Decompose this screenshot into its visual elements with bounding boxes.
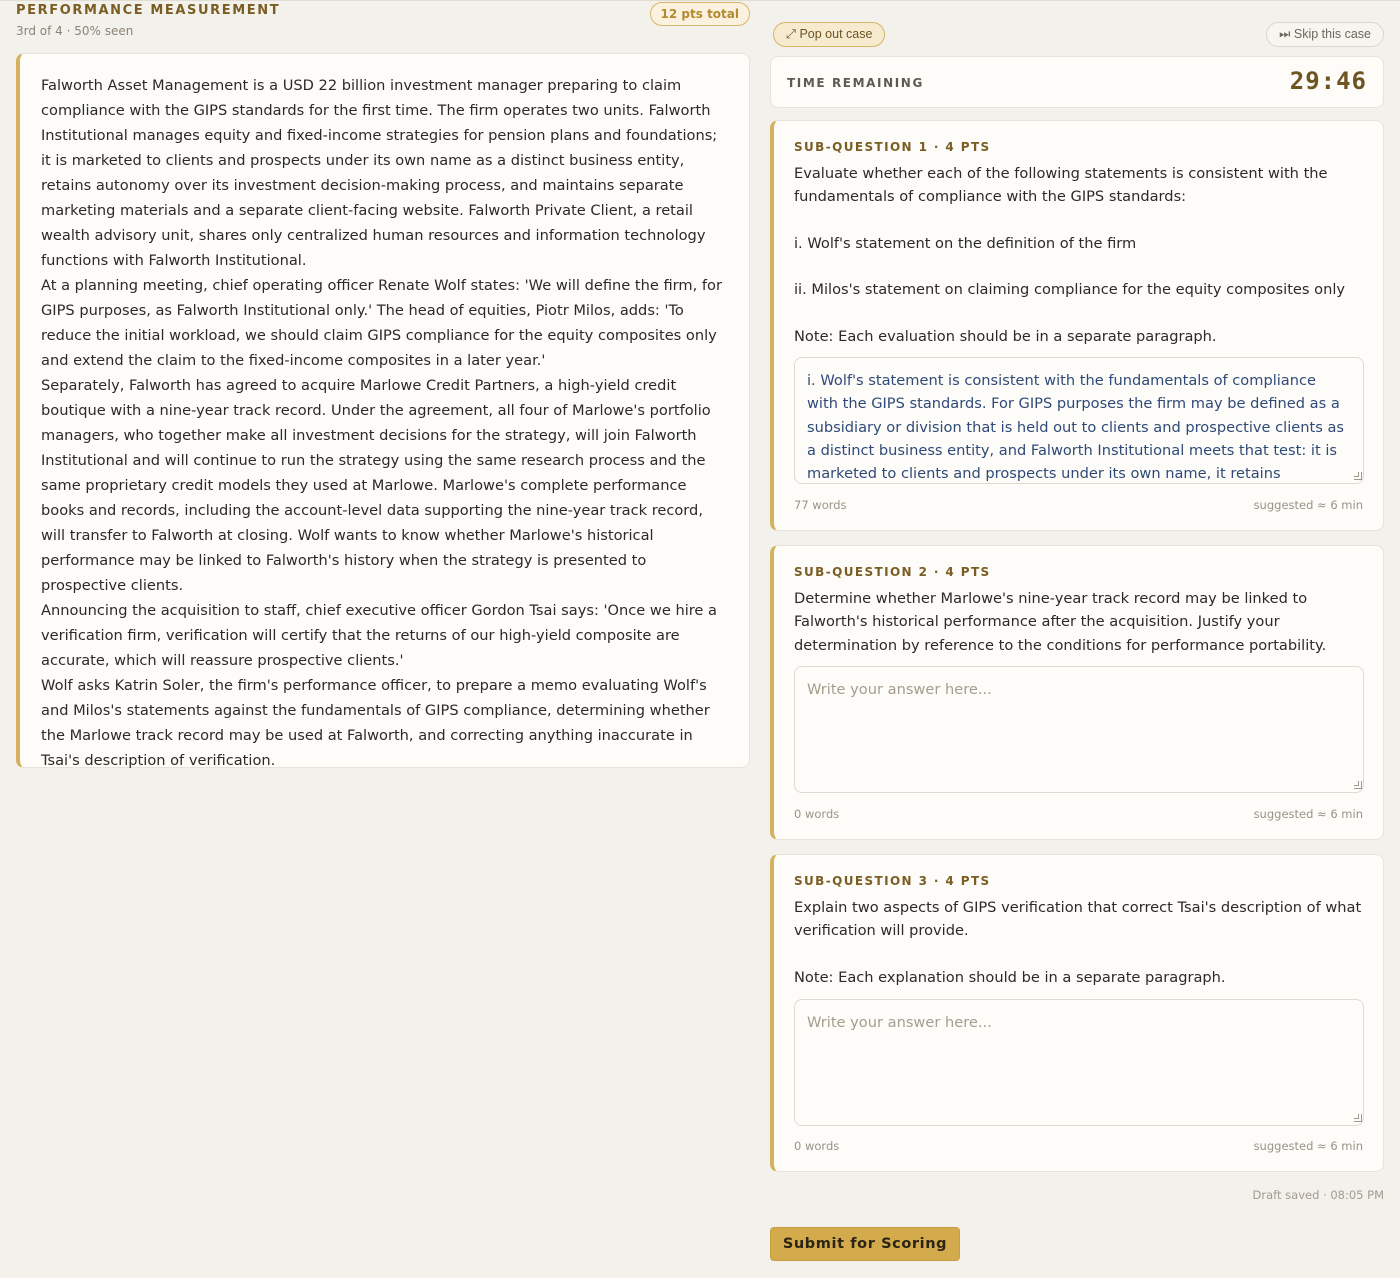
top-divider — [0, 0, 1400, 1]
submit-for-scoring-button[interactable]: Submit for Scoring — [770, 1227, 960, 1261]
resize-handle-icon[interactable] — [1354, 1114, 1362, 1122]
suggested-time: suggested ≈ 6 min — [1253, 1139, 1363, 1153]
sub-question-header: SUB-QUESTION 3 · 4 PTS — [794, 874, 991, 888]
case-title: PERFORMANCE MEASUREMENT — [16, 3, 281, 18]
case-text-card — [16, 53, 750, 768]
word-count: 77 words — [794, 498, 847, 512]
timer-value: 29:46 — [1289, 67, 1367, 95]
prompt-paragraph: Explain two aspects of GIPS verification that correct Tsai's description of what verification will provide. — [794, 899, 1362, 940]
answer-wrapper — [774, 666, 1384, 793]
timer-card — [770, 56, 1384, 108]
timer-label: TIME REMAINING — [787, 76, 924, 90]
answer-wrapper — [774, 357, 1384, 484]
case-progress: 3rd of 4 · 50% seen — [16, 24, 134, 38]
case-paragraph: Wolf asks Katrin Soler, the firm's performance officer, to prepare a memo evaluating Wolf's and Milos's statements against the fundamentals of GIPS compliance, determining whether the Marlowe track record may be used at Falworth, and correcting anything inaccurate in Tsai's description of verification. — [41, 677, 710, 769]
word-count: 0 words — [794, 807, 840, 821]
sub-question-prompt — [794, 587, 1366, 657]
sub-question-prompt — [794, 162, 1366, 348]
sub-question-2-card — [770, 545, 1384, 840]
case-paragraph: At a planning meeting, chief operating officer Renate Wolf states: 'We will define the firm, for GIPS purposes, as Falworth Institutional only.' The head of equities, Piotr Milos, adds: 'To reduce the initial workload, we should claim GIPS compliance for the equity composites only and extend the claim to the fixed-income composites in a later year.' — [41, 277, 722, 369]
sub-question-3-card — [770, 854, 1384, 1172]
suggested-time: suggested ≈ 6 min — [1253, 807, 1363, 821]
word-count: 0 words — [794, 1139, 840, 1153]
prompt-paragraph: Determine whether Marlowe's nine-year track record may be linked to Falworth's historical performance after the acquisition. Justify your determination by reference to the conditions for performance portability. — [794, 590, 1327, 654]
pop-out-case-button[interactable]: ⤢ Pop out case — [773, 22, 885, 47]
sub-question-header: SUB-QUESTION 2 · 4 PTS — [794, 565, 991, 579]
prompt-paragraph: i. Wolf's statement on the definition of the firm — [794, 234, 1137, 252]
answer-textarea-1[interactable] — [794, 357, 1364, 484]
points-total-badge: 12 pts total — [650, 2, 750, 26]
case-paragraph: Announcing the acquisition to staff, chief executive officer Gordon Tsai says: 'Once we hire a verification firm, verification will certify that the returns of our high-yield composite are accurate, which will reassure prospective clients.' — [41, 602, 717, 669]
case-paragraph: Separately, Falworth has agreed to acquire Marlowe Credit Partners, a high-yield credit boutique with a nine-year track record. Under the agreement, all four of Marlowe's portfolio managers, who together make all investment decisions for the strategy, will join Falworth Institutional and will continue to run the strategy using the same research process and the same proprietary credit models they used at Marlowe. Marlowe's complete performance books and records, including the account-level data supporting the nine-year track record, will transfer to Falworth at closing. Wolf wants to know whether Marlowe's historical performance may be linked to Falworth's history when the strategy is presented to prospective clients. — [41, 377, 711, 594]
resize-handle-icon[interactable] — [1354, 472, 1362, 480]
answer-wrapper — [774, 999, 1384, 1126]
sub-question-1-card — [770, 120, 1384, 531]
prompt-paragraph: Note: Each evaluation should be in a separate paragraph. — [794, 328, 1217, 346]
prompt-paragraph: Note: Each explanation should be in a separate paragraph. — [794, 968, 1226, 986]
suggested-time: suggested ≈ 6 min — [1253, 498, 1363, 512]
sub-question-prompt — [794, 896, 1366, 989]
resize-handle-icon[interactable] — [1354, 781, 1362, 789]
prompt-paragraph: ii. Milos's statement on claiming compliance for the equity composites only — [794, 281, 1346, 299]
sub-question-header: SUB-QUESTION 1 · 4 PTS — [794, 140, 991, 154]
answer-textarea-3[interactable] — [794, 999, 1364, 1126]
prompt-paragraph: Evaluate whether each of the following statements is consistent with the fundamentals of compliance with the GIPS standards: — [794, 165, 1328, 206]
case-paragraph: Falworth Asset Management is a USD 22 billion investment manager preparing to claim compliance with the GIPS standards for the first time. The firm operates two units. Falworth Institutional manages equity and fixed-income strategies for pension plans and foundations; it is marketed to clients and prospects under its own name as a distinct business entity, retains autonomy over its investment decision-making process, and maintains separate marketing materials and a separate client-facing website. Falworth Private Client, a retail wealth advisory unit, shares only centralized human resources and information technology functions with Falworth Institutional. — [41, 77, 718, 269]
answer-textarea-2[interactable] — [794, 666, 1364, 793]
draft-status: Draft saved · 08:05 PM — [1252, 1188, 1384, 1202]
skip-case-button[interactable]: ⏭ Skip this case — [1266, 22, 1384, 47]
